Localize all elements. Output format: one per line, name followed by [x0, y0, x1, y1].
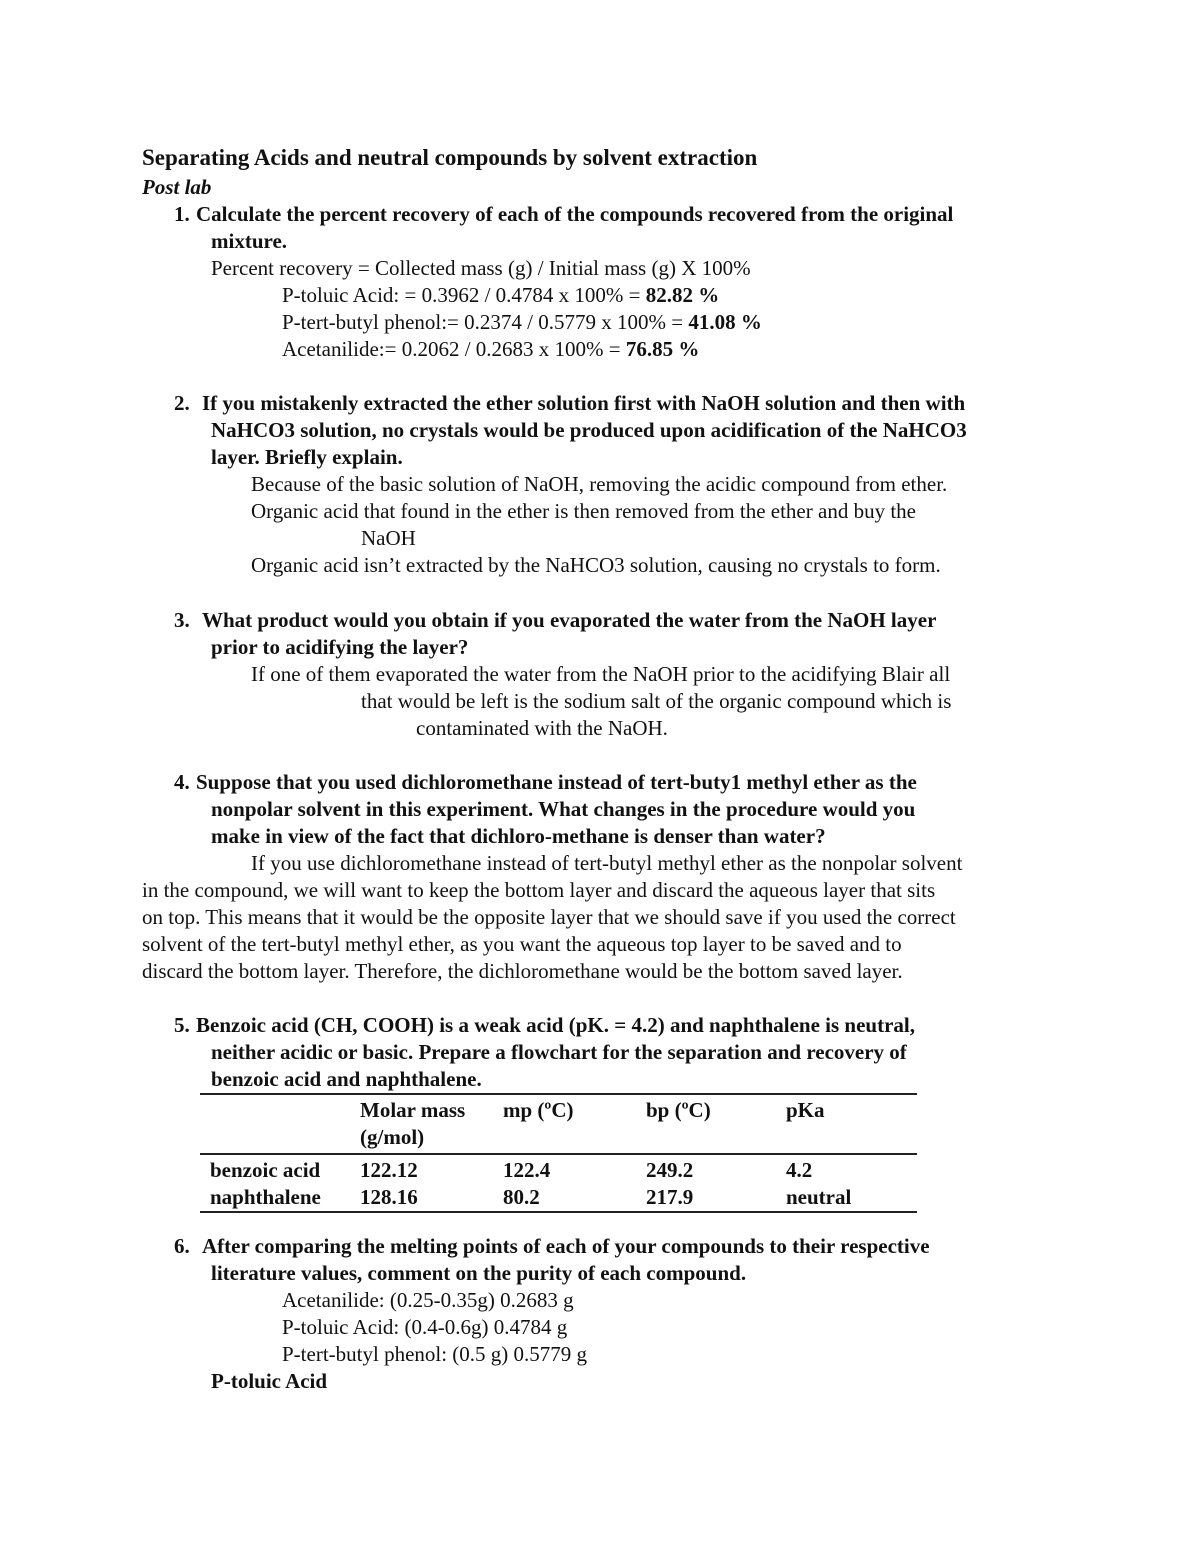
section-subheading: P-toluic Acid: [211, 1369, 328, 1393]
question-5-number: 5.: [174, 1013, 190, 1037]
question-4-text-line1: Suppose that you used dichloromethane instead of tert-buty1 methyl ether as the: [196, 770, 917, 794]
properties-table: [200, 1093, 917, 1213]
question-4-number: 4.: [174, 770, 190, 794]
table-cell: 80.2: [503, 1185, 540, 1209]
question-6-number: 6.: [174, 1234, 190, 1258]
question-2-text-line1: If you mistakenly extracted the ether solution first with NaOH solution and then with: [202, 391, 966, 415]
table-header-row: [200, 1094, 917, 1154]
answer-4-line2: in the compound, we will want to keep the bottom layer and discard the aqueous layer that sits: [142, 878, 936, 902]
question-1-text-line1: Calculate the percent recovery of each of the compounds recovered from the original: [196, 202, 954, 226]
question-5-text-line1: Benzoic acid (CH, COOH) is a weak acid (pK. = 4.2) and naphthalene is neutral,: [196, 1013, 916, 1037]
table-header-cell: pKa: [786, 1098, 825, 1122]
answer-3-line1: If one of them evaporated the water from the NaOH prior to the acidifying Blair all: [251, 662, 951, 686]
question-4-text-line2: nonpolar solvent in this experiment. What changes in the procedure would you: [211, 797, 916, 821]
question-1-text-line2: mixture.: [211, 229, 288, 253]
recovery-item: Acetanilide:= 0.2062 / 0.2683 x 100% = 76.85 %: [282, 337, 700, 361]
question-3-text-line2: prior to acidifying the layer?: [211, 635, 469, 659]
table-row: [200, 1154, 917, 1184]
question-3-text-line1: What product would you obtain if you evaporated the water from the NaOH layer: [202, 608, 937, 632]
percent-recovery-formula: Percent recovery = Collected mass (g) / Initial mass (g) X 100%: [211, 256, 751, 280]
question-2-number: 2.: [174, 391, 190, 415]
table-cell: 4.2: [786, 1158, 813, 1182]
table-cell: naphthalene: [210, 1185, 321, 1209]
answer-3-line3: contaminated with the NaOH.: [416, 716, 668, 740]
question-1-number: 1.: [174, 202, 190, 226]
recovery-item: P-tert-butyl phenol:= 0.2374 / 0.5779 x 100% = 41.08 %: [282, 310, 762, 334]
answer-2-line1: Because of the basic solution of NaOH, removing the acidic compound from ether.: [251, 472, 948, 496]
question-5-text-line2: neither acidic or basic. Prepare a flowchart for the separation and recovery of: [211, 1040, 907, 1064]
question-4-text-line3: make in view of the fact that dichloro-methane is denser than water?: [211, 824, 826, 848]
question-2-text-line3: layer. Briefly explain.: [211, 445, 403, 469]
answer-4-line1: If you use dichloromethane instead of tert-butyl methyl ether as the nonpolar solvent: [251, 851, 963, 875]
table-header-cell: Molar mass (g/mol): [360, 1098, 466, 1149]
document-title: Separating Acids and neutral compounds by solvent extraction: [142, 145, 758, 170]
document-subtitle: Post lab: [142, 175, 212, 199]
table-cell: neutral: [786, 1185, 852, 1209]
table-header-cell: mp (ºC): [503, 1098, 574, 1122]
purity-item: Acetanilide: (0.25-0.35g) 0.2683 g: [282, 1288, 574, 1312]
answer-2-line2: Organic acid that found in the ether is then removed from the ether and buy the: [251, 499, 916, 523]
question-5-text-line3: benzoic acid and naphthalene.: [211, 1067, 482, 1091]
table-row: [200, 1184, 917, 1212]
table-cell: benzoic acid: [210, 1158, 321, 1182]
question-2-text-line2: NaHCO3 solution, no crystals would be produced upon acidification of the NaHCO3: [211, 418, 967, 442]
question-3-number: 3.: [174, 608, 190, 632]
table-cell: 217.9: [646, 1185, 694, 1209]
table-cell: 249.2: [646, 1158, 694, 1182]
answer-3-line2: that would be left is the sodium salt of the organic compound which is: [361, 689, 952, 713]
table-header-cell: bp (ºC): [646, 1098, 711, 1122]
table-cell: 122.4: [503, 1158, 551, 1182]
answer-4-line4: solvent of the tert-butyl methyl ether, as you want the aqueous top layer to be saved and to: [142, 932, 902, 956]
table-header-cell: [200, 1094, 350, 1154]
answer-2-line3: NaOH: [361, 526, 416, 550]
answer-4-line3: on top. This means that it would be the opposite layer that we should save if you used the correct: [142, 905, 956, 929]
table-cell: 122.12: [360, 1158, 418, 1182]
recovery-item: P-toluic Acid: = 0.3962 / 0.4784 x 100% = 82.82 %: [282, 283, 720, 307]
purity-item: P-tert-butyl phenol: (0.5 g) 0.5779 g: [282, 1342, 588, 1366]
question-6-text-line1: After comparing the melting points of each of your compounds to their respective: [202, 1234, 930, 1258]
question-6-text-line2: literature values, comment on the purity of each compound.: [211, 1261, 747, 1285]
answer-4-line5: discard the bottom layer. Therefore, the dichloromethane would be the bottom saved layer.: [142, 959, 903, 983]
answer-2-line4: Organic acid isn’t extracted by the NaHCO3 solution, causing no crystals to form.: [251, 553, 941, 577]
purity-item: P-toluic Acid: (0.4-0.6g) 0.4784 g: [282, 1315, 568, 1339]
table-cell: 128.16: [360, 1185, 418, 1209]
